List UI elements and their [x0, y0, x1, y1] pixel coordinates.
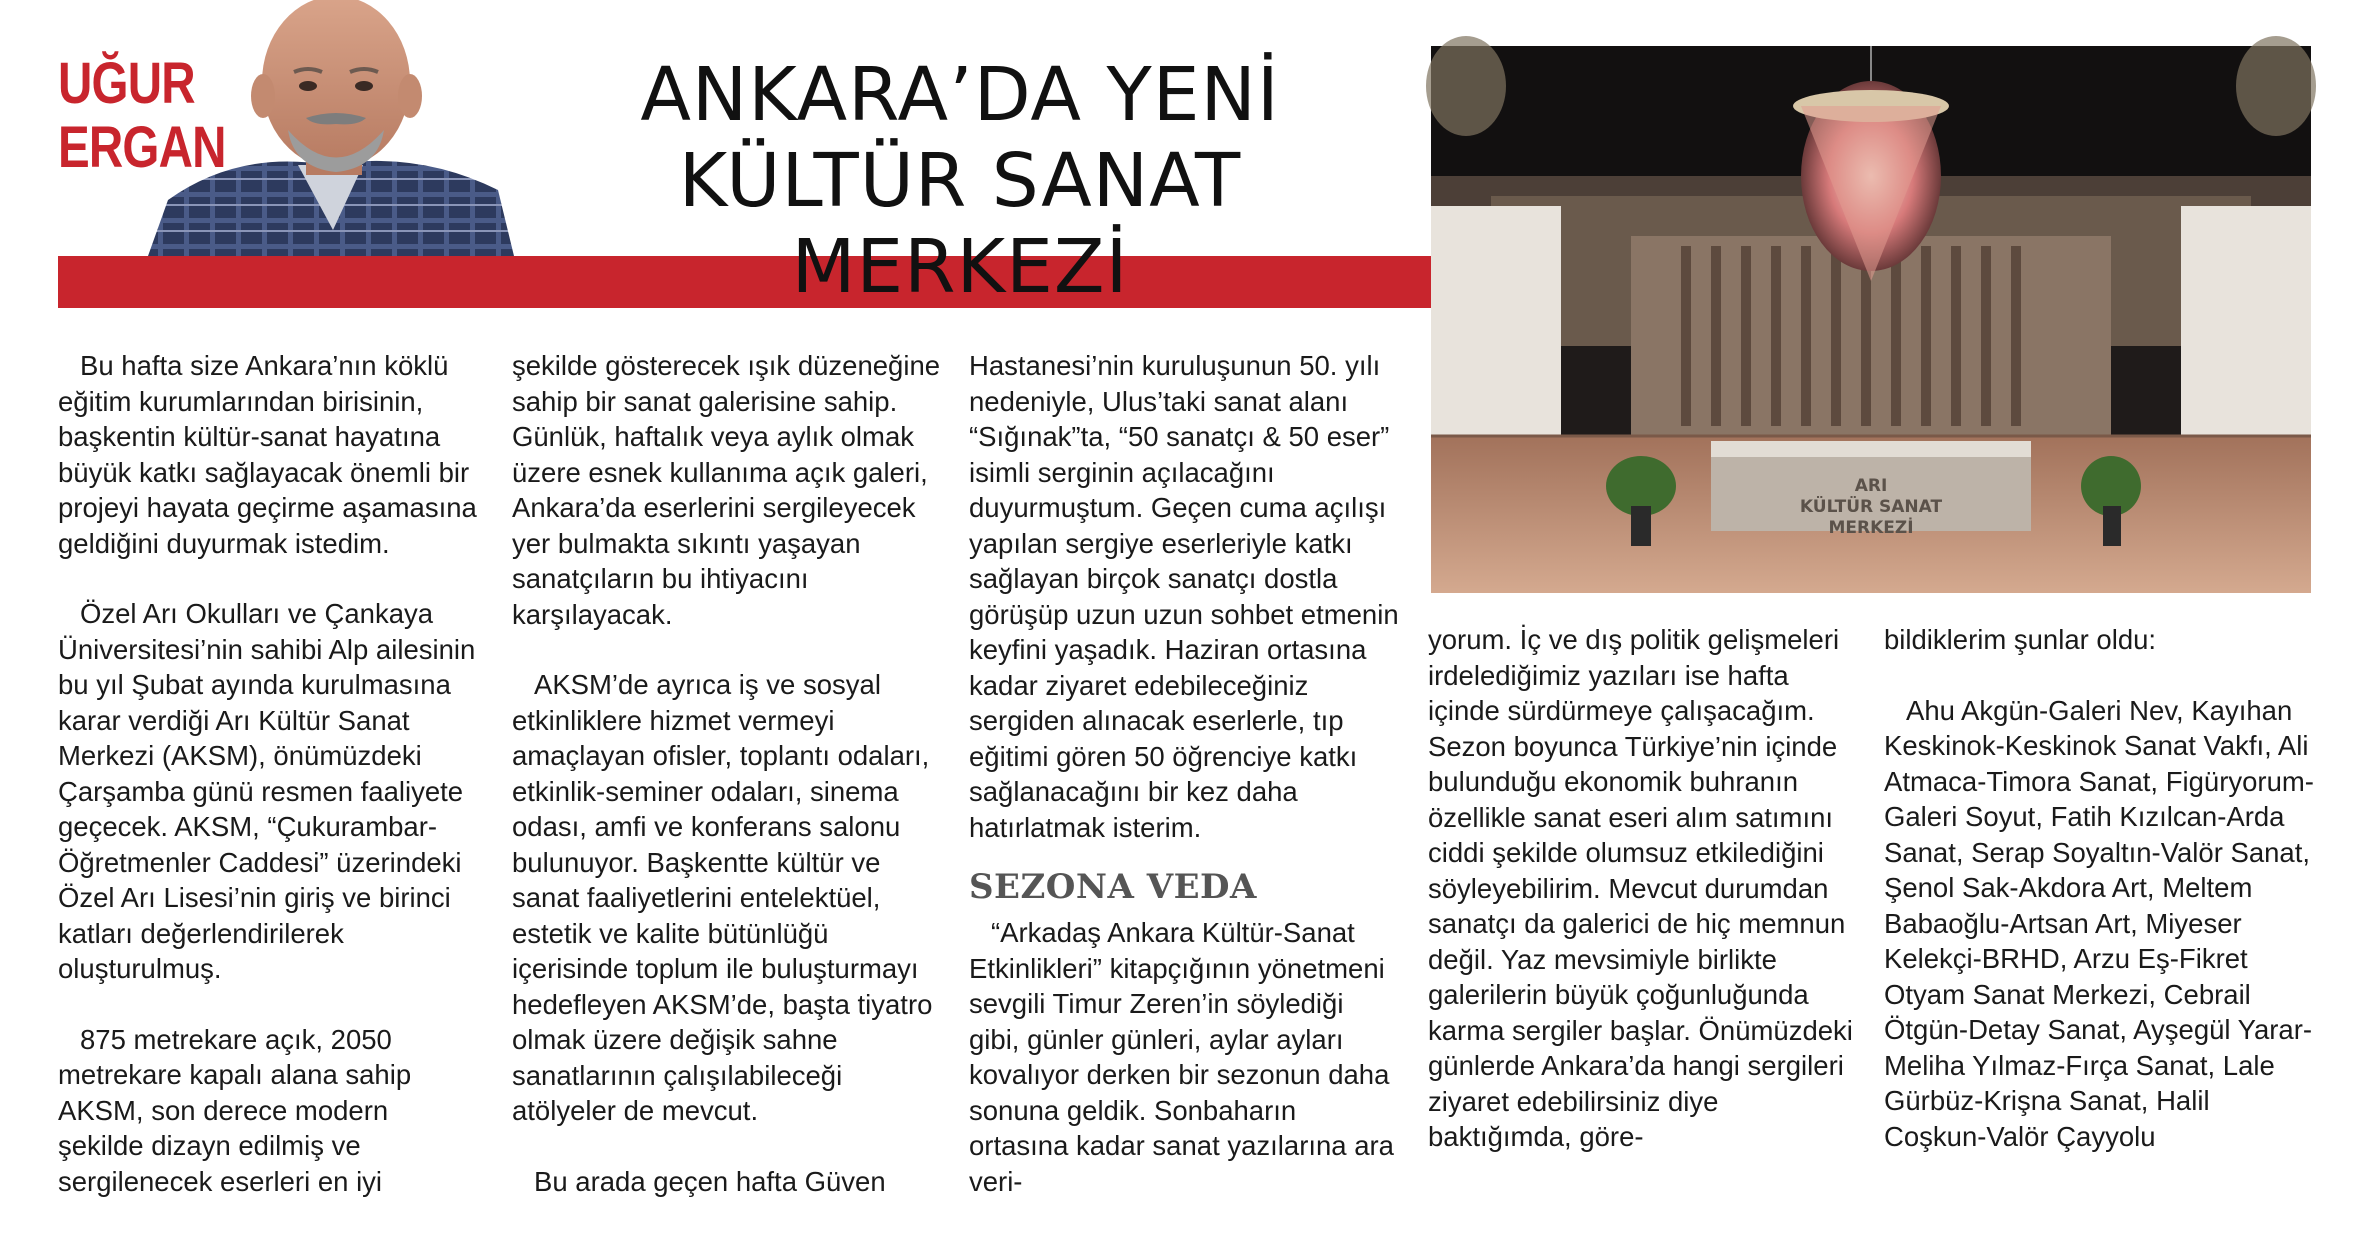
author-portrait [148, 0, 514, 256]
paragraph: bildiklerim şunlar oldu: [1884, 624, 2157, 655]
paragraph: AKSM’de ayrıca iş ve sosyal etkinliklere hizmet vermeyi amaçlayan ofisler, toplantı odaları, etkinlik-seminer odaları, sinema odası, amfi ve konferans salonu bulunuyor. Başkentte kültür ve sanat faaliyetlerini entelektüel, estetik ve kalite bütünlüğü içerisinde toplum ile buluşturmayı hedefleyen AKSM’de, başta tiyatro olmak üzere değişik sahne sanatlarının çalışılabileceği atölyeler de mevcut. [512, 669, 933, 1126]
author-last-name: ERGAN [58, 115, 226, 180]
paragraph: “Arkadaş Ankara Kültür-Sanat Etkinlikleri” kitapçığının yönetmeni sevgili Timur Zeren’in söylediği gibi, günler günleri, aylar ayları kovalıyor derken bir sezonun daha sonuna geldik. Sonbaharın ortasına kadar sanat yazılarına ara veri- [969, 917, 1394, 1197]
column-1 [58, 348, 478, 1234]
title-line-1: ANKARA’DA YENİ [640, 52, 1280, 138]
sign-line-3: MERKEZİ [1828, 518, 1914, 538]
paragraph: Bu arada geçen hafta Güven [534, 1165, 886, 1197]
author-first-name: UĞUR [58, 51, 195, 116]
column-2 [512, 348, 942, 1234]
lobby-photo [1431, 46, 2311, 593]
column-4 [1428, 622, 1858, 1190]
paragraph: Ahu Akgün-Galeri Nev, Kayıhan Keskinok-Keskinok Sanat Vakfı, Ali Atmaca-Timora Sanat, Figüryorum-Galeri Soyut, Fatih Kızılcan-Arda Sanat, Serap Soyaltın-Valör Sanat, Şenol Sak-Akdora Art, Meltem Babaoğlu-Artsan Art, Miyeser Kelekçi-BRHD, Arzu Eş-Fikret Otyam Sanat Merkezi, Cebrail Ötgün-Detay Sanat, Ayşegül Yarar-Meliha Yılmaz-Fırça Sanat, Lale Gürbüz-Krişna Sanat, Halil Coşkun-Valör Çayyolu [1884, 694, 2314, 1152]
subheading: SEZONA VEDA [969, 867, 1257, 907]
lobby-photo-illustration [1431, 46, 2311, 593]
paragraph: 875 metrekare açık, 2050 metrekare kapalı alana sahip AKSM, son derece modern şekilde dizayn edilmiş ve sergilenecek eserleri en iyi [58, 1023, 412, 1197]
author-portrait-illustration [148, 0, 514, 256]
sign-line-2: KÜLTÜR SANAT [1799, 497, 1943, 517]
paragraph: yorum. İç ve dış politik gelişmeleri irdelediğimiz yazıları ise hafta içinde sürdürmeye çalışacağım. Sezon boyunca Türkiye’nin içinde bulunduğu ekonomik buhranın özellikle sanat eseri alım satımını ciddi şekilde olumsuz etkilediğini söyleyebilirim. Mevcut durumdan sanatçı da galerici de hiç memnun değil. Yaz mevsimiyle birlikte galerilerin büyük çoğunluğunda karma sergiler başlar. Önümüzdeki günlerde Ankara’da hangi sergileri ziyaret edebilirsiniz diye baktığımda, göre- [1428, 624, 1853, 1152]
column-3 [969, 348, 1399, 1234]
column-5 [1884, 622, 2314, 1189]
paragraph: Özel Arı Okulları ve Çankaya Üniversitesi’nin sahibi Alp ailesinin bu yıl Şubat ayında kurulmasına karar verdiği Arı Kültür Sanat Merkezi (AKSM), önümüzdeki Çarşamba günü resmen faaliyete geçecek. AKSM, “Çukurambar-Öğretmenler Caddesi” üzerindeki Özel Arı Lisesi’nin giriş ve birinci katları değerlendirilerek oluşturulmuş. [58, 598, 476, 984]
paragraph: Bu hafta size Ankara’nın köklü eğitim kurumlarından birisinin, başkentin kültür-sanat hayatına büyük katkı sağlayacak önemli bir projeyi hayata geçirme aşamasına geldiğini duyurmak istedim. [58, 350, 477, 559]
article-title [520, 52, 1400, 310]
sign-line-1: ARI [1854, 476, 1888, 496]
title-line-2: KÜLTÜR SANAT MERKEZİ [678, 138, 1242, 310]
paragraph: şekilde gösterecek ışık düzeneğine sahip bir sanat galerisine sahip. Günlük, haftalık veya aylık olmak üzere esnek kullanıma açık galeri, Ankara’da eserlerini sergileyecek yer bulmakta sıkıntı yaşayan sanatçıların bu ihtiyacını karşılayacak. [512, 350, 941, 630]
paragraph: Hastanesi’nin kuruluşunun 50. yılı nedeniyle, Ulus’taki sanat alanı “Sığınak”ta, “50 sanatçı & 50 eser” isimli serginin açılacağını duyurmuştum. Geçen cuma açılışı yapılan sergiye eserleriyle katkı sağlayan birçok sanatçı dostla görüşüp uzun uzun sohbet etmenin keyfini yaşadık. Haziran ortasına kadar ziyaret edebileceğiniz sergiden alınacak eserlerle, tıp eğitimi gören 50 öğrenciye katkı sağlanacağını bir kez daha hatırlatmak isterim. [969, 350, 1399, 843]
